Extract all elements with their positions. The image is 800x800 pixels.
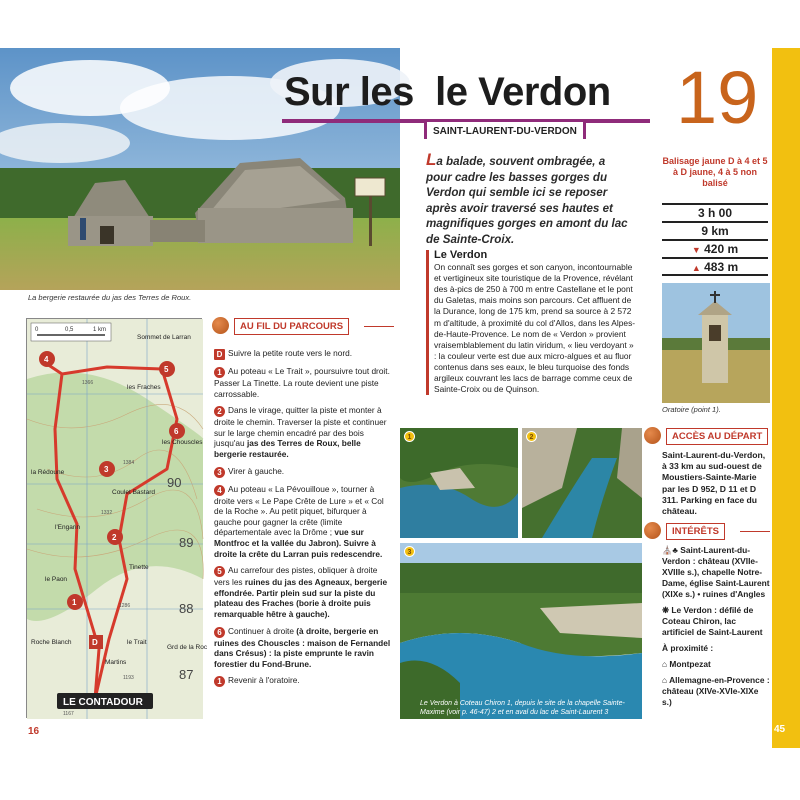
step-marker: 1 bbox=[214, 367, 225, 378]
section-bullet-icon bbox=[644, 427, 661, 444]
verdon-sidebar bbox=[426, 250, 636, 395]
page-number-right: 45 bbox=[774, 724, 786, 735]
step-text: Revenir à l'oratoire. bbox=[228, 675, 300, 686]
section-rule bbox=[364, 326, 394, 327]
step-text: Au carrefour des pistes, obliquer à droite vers les bbox=[214, 565, 378, 588]
section-bullet-icon bbox=[644, 522, 661, 539]
step-marker: 1 bbox=[214, 676, 225, 687]
photo-caption: La bergerie restaurée du jas des Terres de Roux. bbox=[28, 293, 192, 302]
nature-icon: ❋ bbox=[662, 605, 670, 615]
stat-distance bbox=[662, 221, 768, 238]
interet-text: Saint-Laurent-du-Verdon : château (XVIIe-XVIIIe s.), chapelle Notre-Dame, église Saint-Laurent (XIXe s.) • ruines d'Angles bbox=[662, 545, 770, 599]
map-label-trait: le Trait bbox=[127, 639, 147, 646]
map-label-paon: le Paon bbox=[45, 576, 68, 583]
section-parcours bbox=[212, 318, 392, 335]
intro-text bbox=[426, 152, 634, 247]
map-grid-88: 88 bbox=[179, 601, 194, 616]
map-label-fraches: les Fraches bbox=[127, 384, 161, 391]
interet-item bbox=[662, 675, 770, 708]
step-item bbox=[214, 348, 392, 360]
map-label-redoune: la Rédoune bbox=[31, 469, 65, 476]
map-marker-5: 5 bbox=[164, 365, 169, 374]
map-label-sommet: Sommet de Larran bbox=[137, 334, 191, 341]
castle-icon: ⌂ bbox=[662, 675, 668, 685]
photo-number-2: 2 bbox=[526, 431, 537, 442]
page-number-left: 16 bbox=[28, 726, 40, 737]
map-label-martins: Martins bbox=[105, 659, 127, 666]
map-alt-4: 1286 bbox=[119, 603, 131, 609]
step-item bbox=[214, 366, 392, 399]
stat-ascent bbox=[662, 257, 768, 276]
triangle-down-icon: ▼ bbox=[691, 245, 701, 255]
map-start-label: LE CONTADOUR bbox=[63, 697, 143, 708]
map-alt-6: 1167 bbox=[63, 711, 74, 717]
step-item bbox=[214, 466, 392, 478]
step-text: Virer à gauche. bbox=[228, 465, 285, 476]
map-label-chouscles: les Chouscles bbox=[162, 439, 203, 446]
map-label-tinette: Tinette bbox=[129, 564, 149, 571]
step-text: Au poteau « La Pévouilloue », tourner à droite vers « Le Pape Crête de Lure » et « Col de la Roche ». Au petit piquet, bifurquer à gauche pour gagner la crête (limite départementale avec la Drôme ; bbox=[214, 483, 384, 538]
map-alt-1: 1366 bbox=[82, 380, 94, 386]
route-number: 19 bbox=[676, 56, 759, 139]
step-bold: ruines du jas des Agneaux, bergerie effondrée. Partir plein sud sur la piste du plateau des Fraches (borie à droite puis remarquable hêtre à gauche). bbox=[214, 577, 388, 619]
interet-item bbox=[662, 659, 770, 670]
step-bold: vue sur Montfroc et la vallée du Jabron). Suivre à droite la crête du Larran puis redescendre. bbox=[214, 527, 383, 559]
step-text: Continuer à droite bbox=[228, 625, 297, 636]
stat-ascent-value: 483 m bbox=[704, 260, 739, 274]
interet-text: Le Verdon : défilé de Coteau Chiron, lac artificiel de Saint-Laurent bbox=[662, 605, 763, 637]
interet-item bbox=[662, 545, 770, 600]
photo-number-3: 3 bbox=[404, 546, 415, 557]
interet-item bbox=[662, 605, 770, 638]
section-depart-label: ACCÈS AU DÉPART bbox=[666, 428, 768, 445]
gorge-photo-1 bbox=[400, 428, 518, 538]
map-marker-4: 4 bbox=[44, 355, 49, 364]
photo-caption-gorges: Le Verdon à Coteau Chiron 1, depuis le site de la chapelle Sainte-Maxime (voir p. 46-47) 2 et en aval du lac de Saint-Laurent 3 bbox=[420, 700, 625, 716]
location-label: SAINT-LAURENT-DU-VERDON bbox=[424, 122, 586, 139]
map-marker-2: 2 bbox=[112, 533, 117, 542]
stat-descent bbox=[662, 239, 768, 256]
map-scale-mid: 0,5 bbox=[65, 327, 74, 333]
stat-distance-value: 9 km bbox=[701, 224, 729, 238]
step-item bbox=[214, 565, 392, 619]
step-marker: 6 bbox=[214, 627, 225, 638]
map-alt-2: 1384 bbox=[123, 460, 135, 466]
map-grid-89: 89 bbox=[179, 535, 194, 550]
stat-duration bbox=[662, 203, 768, 220]
section-interets bbox=[644, 523, 770, 540]
step-marker: 4 bbox=[214, 485, 225, 496]
oratoire-caption: Oratoire (point 1). bbox=[662, 405, 721, 414]
interet-text: Montpezat bbox=[669, 659, 711, 669]
route-map bbox=[26, 318, 208, 718]
step-item bbox=[214, 405, 392, 459]
map-label-roche: Roche Blanch bbox=[31, 639, 72, 646]
depart-text: Saint-Laurent-du-Verdon, à 33 km au sud-ouest de Moustiers-Sainte-Marie par les D 952, D 11 et D 311. Parking en face du château. bbox=[662, 450, 766, 517]
section-bullet-icon bbox=[212, 317, 229, 334]
oratoire-photo bbox=[662, 283, 770, 403]
step-marker: 3 bbox=[214, 467, 225, 478]
map-label-coulet: Coulet Bastard bbox=[112, 489, 155, 496]
balisage-info: Balisage jaune D à 4 et 5 à D jaune, 4 à 5 non balisé bbox=[662, 156, 768, 188]
step-item bbox=[214, 675, 392, 687]
map-alt-5: 1193 bbox=[123, 675, 134, 681]
steps-list bbox=[214, 348, 392, 693]
map-alt-3: 1332 bbox=[101, 510, 113, 516]
castle-icon: ⌂ bbox=[662, 659, 668, 669]
map-grid-90: 90 bbox=[167, 475, 182, 490]
gorge-photo-2 bbox=[522, 428, 642, 538]
photo-number-1: 1 bbox=[404, 431, 415, 442]
chapter-band bbox=[772, 48, 800, 748]
map-marker-1: 1 bbox=[72, 598, 77, 607]
map-scale-end: 1 km bbox=[93, 327, 107, 333]
section-depart bbox=[644, 428, 770, 445]
map-marker-3: 3 bbox=[104, 465, 109, 474]
step-bold: jas des Terres de Roux, belle bergerie restaurée. bbox=[214, 438, 361, 459]
interet-text: Allemagne-en-Provence : château (XIVe-XVIe-XIXe s.) bbox=[662, 675, 770, 707]
intro-body: a balade, souvent ombragée, a pour cadre les basses gorges du Verdon qui semble ici se reposer après avoir traversé ses hautes et magnifiques gorges en amont du lac de Sainte-Croix. bbox=[426, 155, 628, 246]
section-interets-label: INTÉRÊTS bbox=[666, 523, 725, 540]
step-marker: 5 bbox=[214, 566, 225, 577]
verdon-text: On connaît ses gorges et son canyon, incontournable et vertigineux site touristique de la Provence, révélant des à-pics de 250 à 700 m entre Castellane et le pont du Galetas, mais moins son parcours. Cet affluent de la Durance, long de 175 km, prend sa source à 2 572 m d'altitude, à proximité du col d'Allos, dans les Alpes-de-Haute-Provence. Le nom de « Verdon » provient vraisemblablement du latin viridum, « lieu verdoyant » : la couleur verte est due aux micro-algues et au fluor contenus dans ses eaux, le bleu turquoise des fonds argileux couvrant les lacs de barrage comme ceux de Sainte-Croix ou de Quinson. bbox=[434, 262, 636, 395]
step-marker: D bbox=[214, 349, 225, 360]
lake-photo bbox=[400, 543, 642, 719]
page-title: Sur les le Verdon bbox=[284, 70, 611, 114]
interets-list bbox=[662, 545, 770, 713]
step-bold: (à droite, bergerie en ruines des Chouscles : maison de Fernandel dans Crésus) : la piste emprunte le ravin forestier du Fond-Brune. bbox=[214, 625, 391, 669]
map-label-engarin: l'Engarin bbox=[55, 524, 81, 531]
step-text: Suivre la petite route vers le nord. bbox=[228, 348, 353, 358]
map-marker-d: D bbox=[92, 638, 98, 647]
map-marker-6: 6 bbox=[174, 427, 179, 436]
interet-text: À proximité : bbox=[662, 643, 714, 653]
step-item bbox=[214, 484, 392, 560]
step-text: Dans le virage, quitter la piste et monter à droite le chemin. Traverser la piste et continuer sur le large chemin encadré par des bois jusqu'au bbox=[214, 405, 387, 449]
interet-item bbox=[662, 643, 770, 654]
section-rule bbox=[740, 531, 770, 532]
map-scale-0: 0 bbox=[35, 327, 39, 333]
map-label-grd: Grd de la Roc bbox=[167, 644, 208, 651]
intro-drop-cap: L bbox=[426, 150, 437, 169]
stat-descent-value: 420 m bbox=[704, 242, 739, 256]
monuments-icon: ⛪♣ bbox=[662, 545, 678, 555]
step-marker: 2 bbox=[214, 406, 225, 417]
section-parcours-label: AU FIL DU PARCOURS bbox=[234, 318, 349, 335]
triangle-up-icon: ▲ bbox=[691, 263, 701, 273]
step-item bbox=[214, 626, 392, 670]
map-grid-87: 87 bbox=[179, 667, 194, 682]
verdon-title: Le Verdon bbox=[434, 249, 488, 261]
stat-duration-value: 3 h 00 bbox=[697, 206, 733, 220]
step-text: Au poteau « Le Trait », poursuivre tout droit. Passer La Tinette. La route devient une piste carrossable. bbox=[214, 366, 390, 399]
